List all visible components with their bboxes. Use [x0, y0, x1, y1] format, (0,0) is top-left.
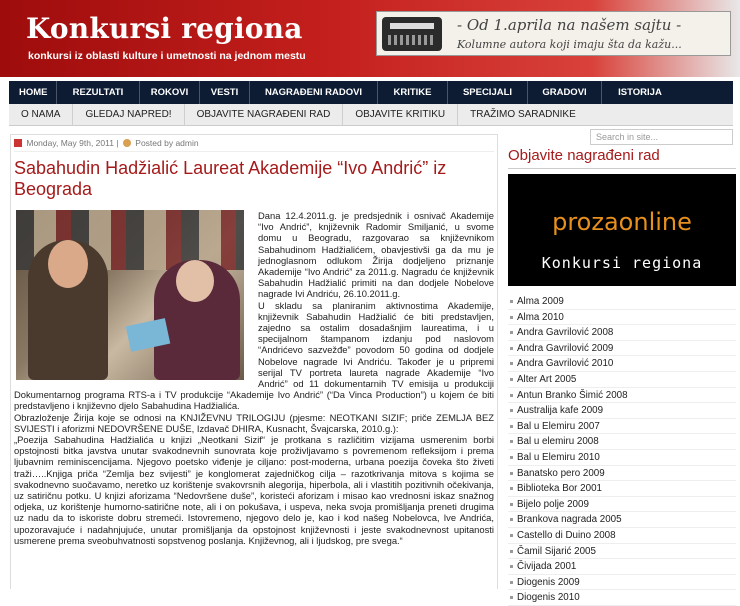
sidebar-link[interactable]: Diogenis 2009: [508, 575, 736, 591]
sidebar-link[interactable]: Andra Gavrilović 2010: [508, 356, 736, 372]
article: [10, 134, 498, 589]
nav-vesti[interactable]: VESTI: [200, 81, 250, 104]
sidebar-link[interactable]: Andra Gavrilović 2009: [508, 341, 736, 357]
photo-person-left: [28, 240, 108, 380]
sidebar-link[interactable]: Bal u Elemiru 2010: [508, 450, 736, 466]
nav-home[interactable]: HOME: [9, 81, 57, 104]
sidebar-link[interactable]: Alter Art 2005: [508, 372, 736, 388]
post-paragraph: Obrazloženje Žirija koje se odnosi na KNJIŽEVNU TRILOGIJU (pjesme: NEOTKANI SIZIF; priče ZEMLJA BEZ SVIJESTI i aforizmi NEDOVRŠENE DUŠE, Izdavač DHIRA, Kusnacht, Švajcarska, 2010.g.):: [14, 411, 494, 434]
sidebar-link[interactable]: Bal u elemiru 2008: [508, 434, 736, 450]
subnav-objavite-nagradjeni-rad[interactable]: OBJAVITE NAGRAĐENI RAD: [185, 104, 344, 126]
sidebar-link[interactable]: Antun Branko Šimić 2008: [508, 388, 736, 404]
ad-subtitle: Konkursi regiona: [541, 254, 703, 272]
post-paragraph: „Poezija Sabahudina Hadžialića u knjizi „Neotkani Sizif“ je protkana s različitim vizijama usmerenim borbi opstojnosti bitka javstva unutar svakodnevnih sunovrata koje proživljavamo s povremenom refleksijom i prema ljubavnim reminiscencijama. Njegovo poetsko viđenje je ciljano: post-moderna, urbana poezija čoveka što živeti traži…..Knjiga priča “Zemlja bez svijesti” je konglomerat zajedničkog cilja – razotkrivanja mitova s kojima se svakodnevno suočavamo, neretko uz korištenje svakovrsnih alegorija, hiperbola, ali i vlastitih pozitivnih očekivanja, uz satiričnu potku. U knjizi aforizama “Nedovršene duše”, koristeći aforizam i misao kao vrednosni iskaz snažnog odjeka, uz korištenje humorno-satirične note, ali i on pokušava, i uspeva, neka svoja promišljanja preneti drugima uz nadu da to iskoriste dobru stremeći. Istovremeno, njegovo delo je, kao i kod našeg Nobelovca, Ive Andrića, upozoravajuće i nadahnjujuće, unutar promišljanja da opstojnost književnosti i jeste svakodnevnost upitanosti usmerene prema sveobuhvatnosti sopstvenog poslanja. Književnog, ali i ljudskog, pre svega.“: [14, 434, 494, 546]
photo-person-right: [154, 260, 240, 380]
nav-nagradjeni-radovi[interactable]: NAGRAĐENI RADOVI: [250, 81, 378, 104]
banner-headline: - Od 1.aprila na našem sajtu -: [457, 16, 682, 34]
sidebar-link[interactable]: Bal u Elemiru 2007: [508, 419, 736, 435]
subnav-o-nama[interactable]: O NAMA: [9, 104, 73, 126]
post-paragraph: U skladu sa planiranim aktivnostima Akademije, književnik Sabahudin Hadžialić će biti predstavljen, zajedno sa ostalim dosadašnjim laureatima, i u specijalnom štampanom izdanju pod naslovom “Andrićevo sazvežđe” povodom 50 godina od dodjele Nobelove nagrade Ivi Andriću. Također je u pripremi serijal TV portreta laureta nagrade Akademije “Ivo Andrić” od 11 dokumentarnih TV emisija u produkciji Dokumentarnog programa RTS-a i TV produkcije “Akademije Ivo Andrić” (“Da Vinca Production”) u kojem će biti predstavljeno i književno djelo Sabahudina Hadžialića.: [14, 299, 494, 412]
sidebar-link[interactable]: Čivijada 2001: [508, 559, 736, 575]
main-nav: [9, 81, 733, 104]
sidebar-link[interactable]: Bijelo polje 2009: [508, 497, 736, 513]
sidebar-links: [508, 294, 736, 606]
sidebar-link[interactable]: Brankova nagrada 2005: [508, 512, 736, 528]
author-icon: [123, 139, 131, 147]
nav-kritike[interactable]: KRITIKE: [378, 81, 448, 104]
nav-istorija[interactable]: ISTORIJA: [618, 87, 662, 98]
post-title[interactable]: Sabahudin Hadžialić Laureat Akademije “Ivo Andrić” iz Beograda: [14, 158, 447, 199]
post-date: Monday, May 9th, 2011: [26, 138, 114, 148]
nav-rezultati[interactable]: REZULTATI: [57, 81, 140, 104]
site-title[interactable]: Konkursi regiona: [26, 12, 303, 45]
subnav-trazimo-saradnike[interactable]: TRAŽIMO SARADNIKE: [470, 109, 576, 120]
divider: [508, 168, 736, 169]
sidebar-link[interactable]: Banatsko pero 2009: [508, 466, 736, 482]
post-photo: [16, 210, 244, 380]
site-tagline: konkursi iz oblasti kulture i umetnosti na jednom mestu: [28, 50, 306, 62]
sidebar-link[interactable]: Andra Gavrilović 2008: [508, 325, 736, 341]
search-input[interactable]: Search in site...: [590, 129, 733, 145]
typewriter-icon: [382, 17, 442, 51]
post-paragraph: Dana 12.4.2011.g. je predsjednik i osnivač Akademije “Ivo Andrić”, književnik Radomir Smiljanić, u svome domu u Beogradu, razgovarao sa književnikom Sabahudinom Hadžialićem, obavjestivši ga da mu je jednoglasnom odlukom Žirija dodjeljeno priznanje Akademije “Ivo Andrić” za 2011.g. Nagradu će književnik Sabahudin Hadžialić primiti na dan dodjele Nobelove nagrade Ivi Andriću, 26.10.2011.g.: [258, 210, 494, 300]
nav-specijali[interactable]: SPECIJALI: [448, 81, 528, 104]
columns-banner[interactable]: [376, 11, 731, 56]
sidebar-link[interactable]: Biblioteka Bor 2001: [508, 481, 736, 497]
sidebar-link[interactable]: Diogenis 2010: [508, 590, 736, 606]
post-author: Posted by admin: [135, 138, 199, 148]
subnav-gledaj-napred[interactable]: GLEDAJ NAPRED!: [73, 104, 184, 126]
nav-rokovi[interactable]: ROKOVI: [140, 81, 200, 104]
post-meta: Monday, May 9th, 2011 | Posted by admin: [14, 138, 494, 152]
sub-nav: [9, 104, 733, 126]
sidebar-link[interactable]: Alma 2009: [508, 294, 736, 310]
sidebar-link[interactable]: Castello di Duino 2008: [508, 528, 736, 544]
prozaonline-ad[interactable]: [508, 174, 736, 286]
sidebar-link[interactable]: Australija kafe 2009: [508, 403, 736, 419]
banner-subline: Kolumne autora koji imaju šta da kažu...: [457, 38, 682, 51]
subnav-objavite-kritiku[interactable]: OBJAVITE KRITIKU: [343, 104, 458, 126]
ad-logo-text: prozaonline: [552, 208, 692, 236]
nav-gradovi[interactable]: GRADOVI: [528, 81, 602, 104]
sidebar-title: Objavite nagrađeni rad: [508, 147, 660, 164]
calendar-icon: [14, 139, 22, 147]
sidebar-link[interactable]: Alma 2010: [508, 310, 736, 326]
sidebar-link[interactable]: Čamil Sijarić 2005: [508, 544, 736, 560]
site-header: [0, 0, 740, 77]
